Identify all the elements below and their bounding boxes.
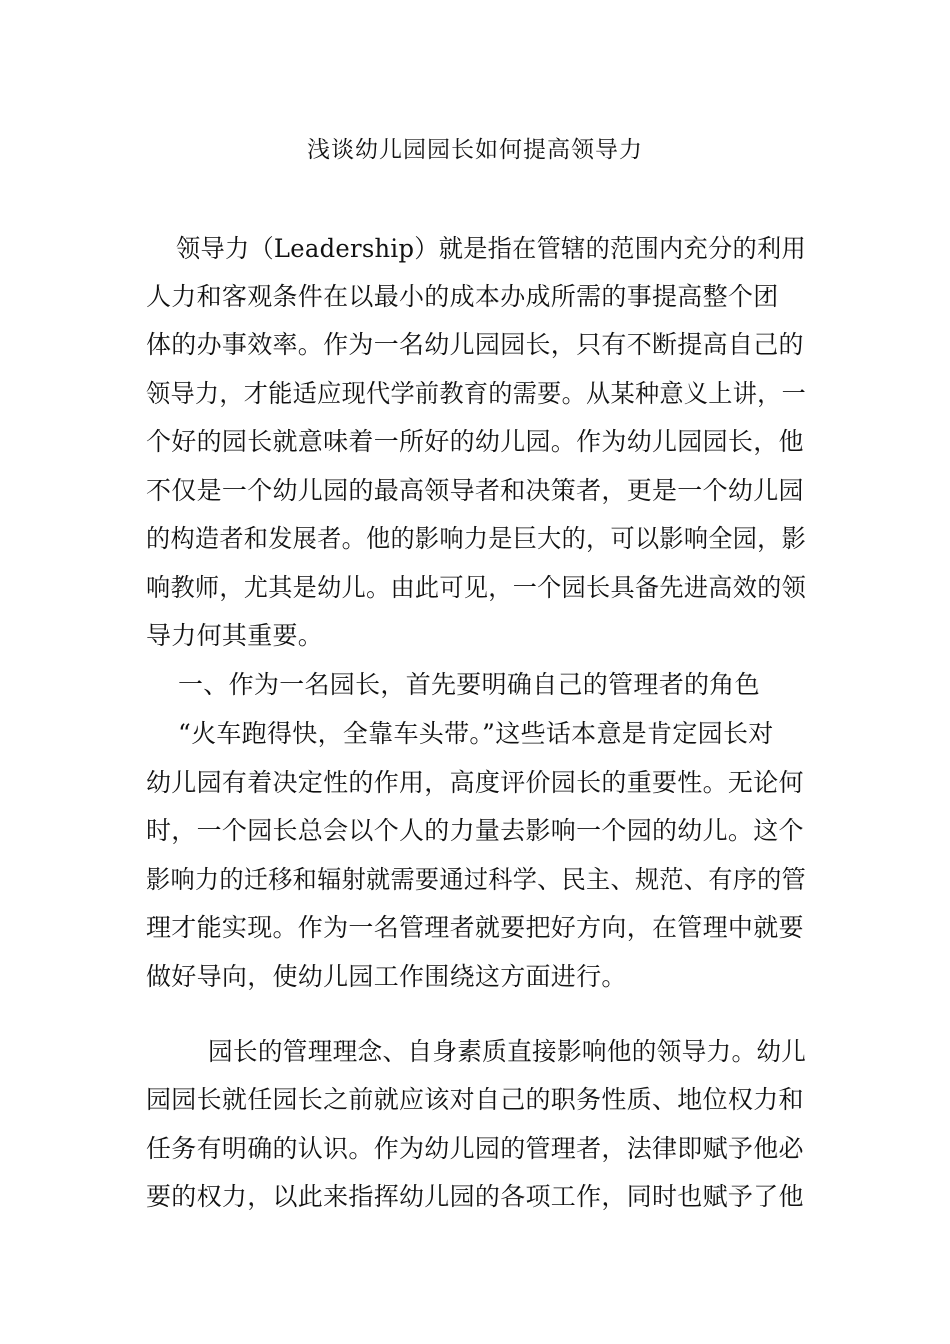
body-line: 个好的园长就意味着一所好的幼儿园。作为幼儿园园长，他 bbox=[146, 427, 804, 456]
body-line: 幼儿园有着决定性的作用，高度评价园长的重要性。无论何 bbox=[146, 768, 804, 797]
body-line: 人力和客观条件在以最小的成本办成所需的事提高整个团 bbox=[146, 282, 779, 311]
body-line: 的构造者和发展者。他的影响力是巨大的，可以影响全园，影 bbox=[146, 524, 807, 553]
body-line: 做好导向，使幼儿园工作围绕这方面进行。 bbox=[146, 962, 627, 991]
body-line: 领导力，才能适应现代学前教育的需要。从某种意义上讲，一 bbox=[146, 379, 807, 408]
body-line: “火车跑得快，全靠车头带。”这些话本意是肯定园长对 bbox=[178, 719, 774, 748]
body-line: 园长的管理理念、自身素质直接影响他的领导力。幼儿 bbox=[208, 1037, 807, 1066]
body-line: 要的权力，以此来指挥幼儿园的各项工作，同时也赋予了他 bbox=[146, 1182, 804, 1211]
body-line: 理才能实现。作为一名管理者就要把好方向，在管理中就要 bbox=[146, 913, 804, 942]
document-title: 浅谈幼儿园园长如何提高领导力 bbox=[307, 137, 643, 163]
body-line: 响教师，尤其是幼儿。由此可见，一个园长具备先进高效的领 bbox=[146, 573, 807, 602]
body-line: 体的办事效率。作为一名幼儿园园长，只有不断提高自己的 bbox=[146, 330, 804, 359]
body-line: 影响力的迁移和辐射就需要通过科学、民主、规范、有序的管 bbox=[146, 865, 807, 894]
body-line: 园园长就任园长之前就应该对自己的职务性质、地位权力和 bbox=[146, 1085, 804, 1114]
section-heading: 一、作为一名园长，首先要明确自己的管理者的角色 bbox=[178, 670, 760, 699]
body-line: 导力何其重要。 bbox=[146, 621, 324, 650]
body-line: 任务有明确的认识。作为幼儿园的管理者，法律即赋予他必 bbox=[146, 1134, 804, 1163]
body-line: 时，一个园长总会以个人的力量去影响一个园的幼儿。这个 bbox=[146, 816, 804, 845]
body-line: 领导力（Leadership）就是指在管辖的范围内充分的利用 bbox=[176, 234, 806, 263]
body-line: 不仅是一个幼儿园的最高领导者和决策者，更是一个幼儿园 bbox=[146, 476, 804, 505]
